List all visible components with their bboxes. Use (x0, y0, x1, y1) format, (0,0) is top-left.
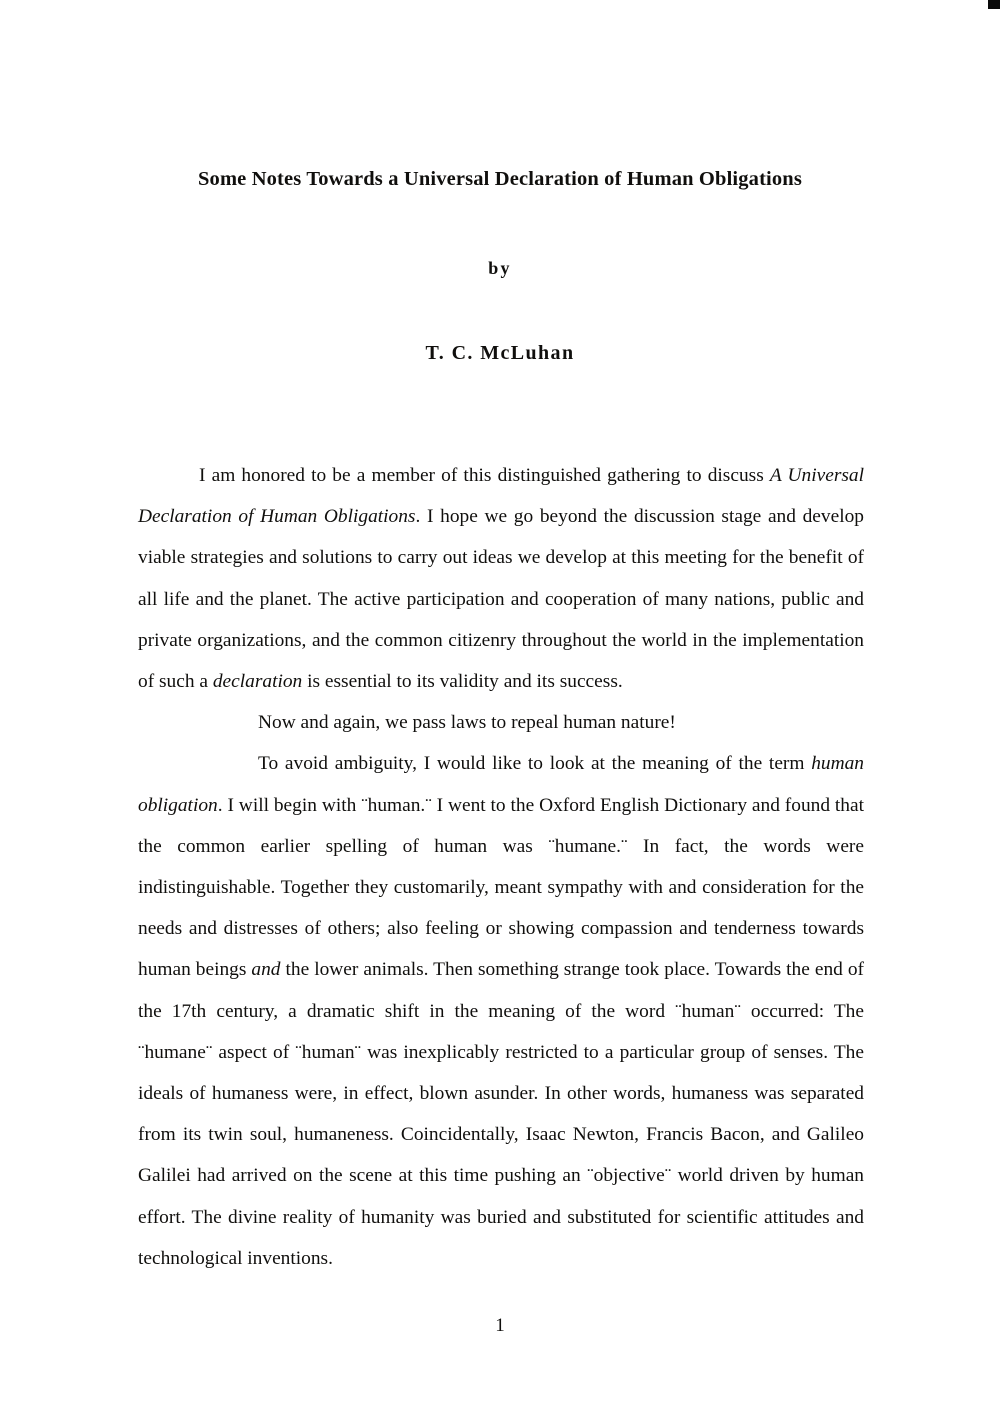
scan-artifact-mark (988, 0, 1000, 9)
paragraph-3 (138, 743, 864, 1279)
page-title: Some Notes Towards a Universal Declaration of Human Obligations (198, 168, 802, 190)
paragraph-3-part-b: . I will begin with ¨human.¨ I went to the Oxford English Dictionary and found that the common earlier spelling of human was ¨humane.¨ In fact, the words were indistinguishable. Together they customarily, meant sympathy with and consideration for the needs and distresses of others; also feeling or showing compassion and tenderness towards human beings (138, 794, 864, 981)
paragraph-1-part-c: is essential to its validity and its success. (302, 671, 623, 693)
paragraph-1-italic-title: A Universal Declaration of Human Obligations (138, 465, 864, 528)
paragraph-1-italic-declaration: declaration (212, 671, 303, 693)
body-text (138, 455, 864, 1279)
page-number: 1 (495, 1315, 505, 1336)
paragraph-3-italic-term: human obligation (138, 753, 864, 816)
paragraph-1 (138, 455, 864, 702)
byline-label: by (488, 258, 512, 278)
paragraph-3-part-a: To avoid ambiguity, I would like to look at the meaning of the term (258, 753, 812, 775)
author-name: T. C. McLuhan (425, 342, 575, 364)
paragraph-2: Now and again, we pass laws to repeal human nature! (258, 712, 676, 734)
paragraph-3-part-c: the lower animals. Then something strange took place. Towards the end of the 17th century, a dramatic shift in the meaning of the word ¨human¨ occurred: The ¨humane¨ aspect of ¨human¨ was inexplicably restricted to a particular group of senses. The ideals of humaness were, in effect, blown asunder. In other words, humaness was separated from its twin soul, humaneness. Coincidentally, Isaac Newton, Francis Bacon, and Galileo Galilei had arrived on the scene at this time pushing an ¨objective¨ world driven by human effort. The divine reality of humanity was buried and substituted for scientific attitudes and technological inventions. (138, 959, 864, 1269)
paragraph-3-italic-and: and (251, 959, 281, 981)
paragraph-1-part-a: I am honored to be a member of this distinguished gathering to discuss (199, 465, 770, 486)
paragraph-1-part-b: . I hope we go beyond the discussion stage and develop viable strategies and solutions to carry out ideas we develop at this meeting for the benefit of all life and the planet. The active participation and cooperation of many nations, public and private organizations, and the common citizenry throughout the world in the implementation of such a (138, 506, 864, 693)
